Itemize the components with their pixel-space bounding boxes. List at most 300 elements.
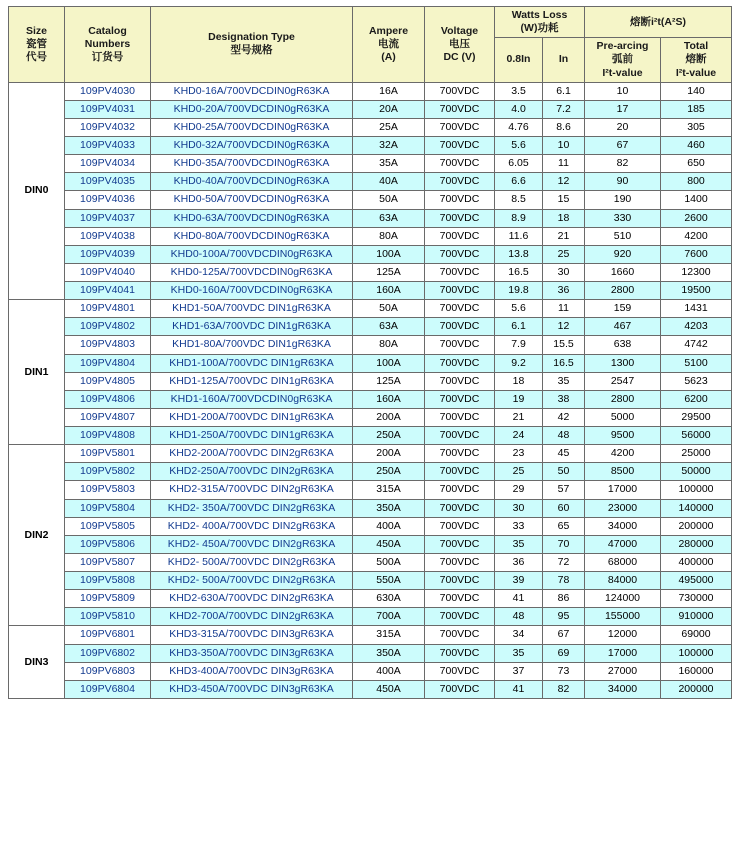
catalog-number-cell: 109PV5804 xyxy=(65,499,151,517)
designation-type-cell: KHD0-25A/700VDCDIN0gR63KA xyxy=(151,118,353,136)
i2t-prearcing-cell: 920 xyxy=(585,245,661,263)
watts-08in-cell: 41 xyxy=(495,680,543,698)
table-row xyxy=(9,318,732,336)
catalog-number-cell: 109PV4038 xyxy=(65,227,151,245)
table-row xyxy=(9,354,732,372)
voltage-cell: 700VDC xyxy=(425,155,495,173)
i2t-total-cell: 5623 xyxy=(661,372,732,390)
i2t-total-cell: 2600 xyxy=(661,209,732,227)
ampere-cell: 700A xyxy=(353,608,425,626)
watts-in-cell: 11 xyxy=(543,300,585,318)
table-row xyxy=(9,173,732,191)
table-row xyxy=(9,481,732,499)
i2t-prearcing-cell: 638 xyxy=(585,336,661,354)
table-row xyxy=(9,499,732,517)
watts-in-cell: 73 xyxy=(543,662,585,680)
header-ampere-line1: Ampere xyxy=(368,24,409,37)
catalog-number-cell: 109PV5803 xyxy=(65,481,151,499)
header-row-1 xyxy=(9,7,732,38)
table-row xyxy=(9,227,732,245)
catalog-number-cell: 109PV6803 xyxy=(65,662,151,680)
voltage-cell: 700VDC xyxy=(425,481,495,499)
i2t-prearcing-cell: 2800 xyxy=(585,282,661,300)
i2t-total-cell: 69000 xyxy=(661,626,732,644)
watts-in-cell: 78 xyxy=(543,572,585,590)
i2t-total-cell: 6200 xyxy=(661,390,732,408)
i2t-prearcing-cell: 190 xyxy=(585,191,661,209)
table-row xyxy=(9,191,732,209)
catalog-number-cell: 109PV5805 xyxy=(65,517,151,535)
watts-08in-cell: 16.5 xyxy=(495,263,543,281)
catalog-number-cell: 109PV4801 xyxy=(65,300,151,318)
watts-in-cell: 42 xyxy=(543,408,585,426)
watts-in-cell: 16.5 xyxy=(543,354,585,372)
watts-in-cell: 65 xyxy=(543,517,585,535)
table-row xyxy=(9,427,732,445)
header-voltage-line2: 电压 xyxy=(449,37,470,50)
i2t-total-cell: 4203 xyxy=(661,318,732,336)
table-row xyxy=(9,445,732,463)
watts-08in-cell: 19.8 xyxy=(495,282,543,300)
designation-type-cell: KHD0-20A/700VDCDIN0gR63KA xyxy=(151,100,353,118)
i2t-prearcing-cell: 67 xyxy=(585,137,661,155)
voltage-cell: 700VDC xyxy=(425,263,495,281)
table-row xyxy=(9,644,732,662)
catalog-number-cell: 109PV5807 xyxy=(65,553,151,571)
table-row xyxy=(9,626,732,644)
ampere-cell: 315A xyxy=(353,481,425,499)
watts-in-cell: 7.2 xyxy=(543,100,585,118)
i2t-prearcing-cell: 17000 xyxy=(585,481,661,499)
table-row xyxy=(9,82,732,100)
watts-in-cell: 21 xyxy=(543,227,585,245)
table-row xyxy=(9,372,732,390)
watts-in-cell: 35 xyxy=(543,372,585,390)
catalog-number-cell: 109PV4032 xyxy=(65,118,151,136)
watts-in-cell: 38 xyxy=(543,390,585,408)
voltage-cell: 700VDC xyxy=(425,463,495,481)
designation-type-cell: KHD3-400A/700VDC DIN3gR63KA xyxy=(151,662,353,680)
catalog-number-cell: 109PV4041 xyxy=(65,282,151,300)
watts-08in-cell: 18 xyxy=(495,372,543,390)
voltage-cell: 700VDC xyxy=(425,572,495,590)
table-row xyxy=(9,209,732,227)
i2t-total-cell: 305 xyxy=(661,118,732,136)
designation-type-cell: KHD2- 500A/700VDC DIN2gR63KA xyxy=(151,553,353,571)
ampere-cell: 350A xyxy=(353,499,425,517)
i2t-total-cell: 7600 xyxy=(661,245,732,263)
voltage-cell: 700VDC xyxy=(425,191,495,209)
header-catalog-line2: Numbers xyxy=(84,37,131,50)
catalog-number-cell: 109PV5808 xyxy=(65,572,151,590)
i2t-prearcing-cell: 8500 xyxy=(585,463,661,481)
header-designation-line2: 型号规格 xyxy=(230,44,273,57)
designation-type-cell: KHD1-125A/700VDC DIN1gR63KA xyxy=(151,372,353,390)
catalog-number-cell: 109PV4039 xyxy=(65,245,151,263)
i2t-prearcing-cell: 23000 xyxy=(585,499,661,517)
catalog-number-cell: 109PV4033 xyxy=(65,137,151,155)
i2t-total-cell: 29500 xyxy=(661,408,732,426)
watts-08in-cell: 23 xyxy=(495,445,543,463)
watts-in-cell: 11 xyxy=(543,155,585,173)
i2t-total-cell: 1431 xyxy=(661,300,732,318)
i2t-prearcing-cell: 12000 xyxy=(585,626,661,644)
i2t-total-cell: 730000 xyxy=(661,590,732,608)
watts-in-cell: 8.6 xyxy=(543,118,585,136)
table-row xyxy=(9,100,732,118)
watts-08in-cell: 13.8 xyxy=(495,245,543,263)
i2t-total-cell: 910000 xyxy=(661,608,732,626)
ampere-cell: 400A xyxy=(353,517,425,535)
catalog-number-cell: 109PV4805 xyxy=(65,372,151,390)
voltage-cell: 700VDC xyxy=(425,354,495,372)
i2t-prearcing-cell: 68000 xyxy=(585,553,661,571)
voltage-cell: 700VDC xyxy=(425,499,495,517)
i2t-total-cell: 200000 xyxy=(661,517,732,535)
ampere-cell: 125A xyxy=(353,372,425,390)
designation-type-cell: KHD0-63A/700VDCDIN0gR63KA xyxy=(151,209,353,227)
designation-type-cell: KHD2-315A/700VDC DIN2gR63KA xyxy=(151,481,353,499)
header-voltage-line3: DC (V) xyxy=(443,50,476,63)
catalog-number-cell: 109PV5801 xyxy=(65,445,151,463)
i2t-prearcing-cell: 1660 xyxy=(585,263,661,281)
watts-08in-cell: 9.2 xyxy=(495,354,543,372)
i2t-prearcing-cell: 2547 xyxy=(585,372,661,390)
ampere-cell: 160A xyxy=(353,282,425,300)
i2t-total-cell: 100000 xyxy=(661,481,732,499)
designation-type-cell: KHD1-80A/700VDC DIN1gR63KA xyxy=(151,336,353,354)
i2t-total-cell: 400000 xyxy=(661,553,732,571)
catalog-number-cell: 109PV4806 xyxy=(65,390,151,408)
catalog-number-cell: 109PV6804 xyxy=(65,680,151,698)
table-row xyxy=(9,300,732,318)
table-row xyxy=(9,517,732,535)
designation-type-cell: KHD1-160A/700VDCDIN0gR63KA xyxy=(151,390,353,408)
voltage-cell: 700VDC xyxy=(425,209,495,227)
watts-08in-cell: 34 xyxy=(495,626,543,644)
ampere-cell: 350A xyxy=(353,644,425,662)
i2t-prearcing-cell: 2800 xyxy=(585,390,661,408)
table-row xyxy=(9,263,732,281)
watts-in-cell: 12 xyxy=(543,173,585,191)
header-ampere-line3: (A) xyxy=(381,50,396,63)
voltage-cell: 700VDC xyxy=(425,535,495,553)
voltage-cell: 700VDC xyxy=(425,336,495,354)
ampere-cell: 315A xyxy=(353,626,425,644)
ampere-cell: 100A xyxy=(353,245,425,263)
voltage-cell: 700VDC xyxy=(425,390,495,408)
voltage-cell: 700VDC xyxy=(425,680,495,698)
table-row xyxy=(9,118,732,136)
size-group-cell: DIN0 xyxy=(9,82,65,300)
voltage-cell: 700VDC xyxy=(425,553,495,571)
voltage-cell: 700VDC xyxy=(425,137,495,155)
watts-in-cell: 15.5 xyxy=(543,336,585,354)
table-row xyxy=(9,590,732,608)
watts-08in-cell: 7.9 xyxy=(495,336,543,354)
watts-in-cell: 67 xyxy=(543,626,585,644)
table-row xyxy=(9,408,732,426)
watts-in-cell: 50 xyxy=(543,463,585,481)
header-size xyxy=(9,7,65,83)
watts-in-cell: 70 xyxy=(543,535,585,553)
watts-08in-cell: 11.6 xyxy=(495,227,543,245)
ampere-cell: 63A xyxy=(353,318,425,336)
watts-08in-cell: 35 xyxy=(495,644,543,662)
watts-in-cell: 15 xyxy=(543,191,585,209)
catalog-number-cell: 109PV4807 xyxy=(65,408,151,426)
voltage-cell: 700VDC xyxy=(425,408,495,426)
designation-type-cell: KHD0-16A/700VDCDIN0gR63KA xyxy=(151,82,353,100)
ampere-cell: 450A xyxy=(353,535,425,553)
voltage-cell: 700VDC xyxy=(425,227,495,245)
designation-type-cell: KHD0-50A/700VDCDIN0gR63KA xyxy=(151,191,353,209)
size-group-cell: DIN1 xyxy=(9,300,65,445)
i2t-prearcing-cell: 155000 xyxy=(585,608,661,626)
watts-in-cell: 6.1 xyxy=(543,82,585,100)
catalog-number-cell: 109PV4803 xyxy=(65,336,151,354)
watts-in-cell: 18 xyxy=(543,209,585,227)
i2t-prearcing-cell: 17 xyxy=(585,100,661,118)
watts-08in-cell: 25 xyxy=(495,463,543,481)
designation-type-cell: KHD3-315A/700VDC DIN3gR63KA xyxy=(151,626,353,644)
voltage-cell: 700VDC xyxy=(425,318,495,336)
ampere-cell: 35A xyxy=(353,155,425,173)
i2t-total-cell: 1400 xyxy=(661,191,732,209)
watts-in-cell: 10 xyxy=(543,137,585,155)
voltage-cell: 700VDC xyxy=(425,590,495,608)
catalog-number-cell: 109PV6801 xyxy=(65,626,151,644)
watts-08in-cell: 30 xyxy=(495,499,543,517)
voltage-cell: 700VDC xyxy=(425,517,495,535)
watts-08in-cell: 8.9 xyxy=(495,209,543,227)
voltage-cell: 700VDC xyxy=(425,300,495,318)
header-prearcing-line1: Pre-arcing xyxy=(596,40,649,53)
watts-08in-cell: 39 xyxy=(495,572,543,590)
watts-08in-cell: 8.5 xyxy=(495,191,543,209)
header-ampere-line2: 电流 xyxy=(378,37,399,50)
i2t-prearcing-cell: 159 xyxy=(585,300,661,318)
voltage-cell: 700VDC xyxy=(425,118,495,136)
i2t-total-cell: 140000 xyxy=(661,499,732,517)
designation-type-cell: KHD0-35A/700VDCDIN0gR63KA xyxy=(151,155,353,173)
i2t-prearcing-cell: 82 xyxy=(585,155,661,173)
designation-type-cell: KHD3-450A/700VDC DIN3gR63KA xyxy=(151,680,353,698)
designation-type-cell: KHD2-630A/700VDC DIN2gR63KA xyxy=(151,590,353,608)
header-prearcing-line2: 弧前 xyxy=(612,53,633,66)
table-row xyxy=(9,390,732,408)
header-voltage-line1: Voltage xyxy=(440,24,479,37)
designation-type-cell: KHD2- 350A/700VDC DIN2gR63KA xyxy=(151,499,353,517)
size-group-cell: DIN3 xyxy=(9,626,65,699)
i2t-total-cell: 650 xyxy=(661,155,732,173)
watts-08in-cell: 5.6 xyxy=(495,137,543,155)
designation-type-cell: KHD2- 500A/700VDC DIN2gR63KA xyxy=(151,572,353,590)
header-total-line1: Total xyxy=(683,40,709,53)
watts-in-cell: 72 xyxy=(543,553,585,571)
watts-08in-cell: 29 xyxy=(495,481,543,499)
designation-type-cell: KHD0-160A/700VDCDIN0gR63KA xyxy=(151,282,353,300)
designation-type-cell: KHD1-63A/700VDC DIN1gR63KA xyxy=(151,318,353,336)
ampere-cell: 20A xyxy=(353,100,425,118)
watts-08in-cell: 3.5 xyxy=(495,82,543,100)
header-size-line2: 瓷管 xyxy=(26,37,47,50)
catalog-number-cell: 109PV4034 xyxy=(65,155,151,173)
i2t-prearcing-cell: 17000 xyxy=(585,644,661,662)
i2t-prearcing-cell: 34000 xyxy=(585,680,661,698)
watts-in-cell: 82 xyxy=(543,680,585,698)
designation-type-cell: KHD0-32A/700VDCDIN0gR63KA xyxy=(151,137,353,155)
i2t-prearcing-cell: 10 xyxy=(585,82,661,100)
watts-08in-cell: 5.6 xyxy=(495,300,543,318)
watts-08in-cell: 36 xyxy=(495,553,543,571)
designation-type-cell: KHD1-50A/700VDC DIN1gR63KA xyxy=(151,300,353,318)
watts-in-cell: 30 xyxy=(543,263,585,281)
voltage-cell: 700VDC xyxy=(425,282,495,300)
i2t-prearcing-cell: 90 xyxy=(585,173,661,191)
watts-08in-cell: 37 xyxy=(495,662,543,680)
designation-type-cell: KHD0-125A/700VDCDIN0gR63KA xyxy=(151,263,353,281)
voltage-cell: 700VDC xyxy=(425,445,495,463)
designation-type-cell: KHD3-350A/700VDC DIN3gR63KA xyxy=(151,644,353,662)
header-i2t-total xyxy=(661,38,732,82)
ampere-cell: 200A xyxy=(353,408,425,426)
table-row xyxy=(9,553,732,571)
voltage-cell: 700VDC xyxy=(425,82,495,100)
ampere-cell: 32A xyxy=(353,137,425,155)
watts-in-cell: 69 xyxy=(543,644,585,662)
header-size-line1: Size xyxy=(25,24,47,37)
header-designation-line1: Designation Type xyxy=(208,31,295,44)
table-row xyxy=(9,463,732,481)
header-total-line2: 熔断 xyxy=(685,53,707,66)
table-row xyxy=(9,662,732,680)
voltage-cell: 700VDC xyxy=(425,608,495,626)
watts-08in-cell: 35 xyxy=(495,535,543,553)
size-group-cell: DIN2 xyxy=(9,445,65,626)
designation-type-cell: KHD2- 450A/700VDC DIN2gR63KA xyxy=(151,535,353,553)
catalog-number-cell: 109PV5810 xyxy=(65,608,151,626)
table-row xyxy=(9,137,732,155)
designation-type-cell: KHD0-80A/700VDCDIN0gR63KA xyxy=(151,227,353,245)
table-row xyxy=(9,572,732,590)
header-watts-line2: (W)功耗 xyxy=(520,22,559,35)
i2t-total-cell: 200000 xyxy=(661,680,732,698)
header-ampere xyxy=(353,7,425,83)
i2t-prearcing-cell: 20 xyxy=(585,118,661,136)
header-i2t-group xyxy=(585,7,732,38)
ampere-cell: 80A xyxy=(353,227,425,245)
catalog-number-cell: 109PV4037 xyxy=(65,209,151,227)
ampere-cell: 250A xyxy=(353,463,425,481)
watts-in-cell: 48 xyxy=(543,427,585,445)
catalog-number-cell: 109PV4036 xyxy=(65,191,151,209)
i2t-total-cell: 4200 xyxy=(661,227,732,245)
ampere-cell: 250A xyxy=(353,427,425,445)
i2t-prearcing-cell: 47000 xyxy=(585,535,661,553)
i2t-total-cell: 160000 xyxy=(661,662,732,680)
watts-in-cell: 86 xyxy=(543,590,585,608)
ampere-cell: 16A xyxy=(353,82,425,100)
watts-08in-cell: 33 xyxy=(495,517,543,535)
catalog-number-cell: 109PV5809 xyxy=(65,590,151,608)
watts-08in-cell: 6.05 xyxy=(495,155,543,173)
ampere-cell: 50A xyxy=(353,191,425,209)
designation-type-cell: KHD2-200A/700VDC DIN2gR63KA xyxy=(151,445,353,463)
i2t-prearcing-cell: 5000 xyxy=(585,408,661,426)
ampere-cell: 400A xyxy=(353,662,425,680)
watts-08in-cell: 21 xyxy=(495,408,543,426)
watts-08in-cell: 48 xyxy=(495,608,543,626)
header-catalog-line1: Catalog xyxy=(88,24,127,37)
table-header xyxy=(9,7,732,83)
voltage-cell: 700VDC xyxy=(425,173,495,191)
designation-type-cell: KHD2- 400A/700VDC DIN2gR63KA xyxy=(151,517,353,535)
i2t-total-cell: 50000 xyxy=(661,463,732,481)
catalog-number-cell: 109PV4040 xyxy=(65,263,151,281)
table-row xyxy=(9,155,732,173)
watts-in-cell: 45 xyxy=(543,445,585,463)
ampere-cell: 100A xyxy=(353,354,425,372)
voltage-cell: 700VDC xyxy=(425,427,495,445)
catalog-number-cell: 109PV4802 xyxy=(65,318,151,336)
catalog-number-cell: 109PV4808 xyxy=(65,427,151,445)
designation-type-cell: KHD1-100A/700VDC DIN1gR63KA xyxy=(151,354,353,372)
watts-08in-cell: 6.1 xyxy=(495,318,543,336)
designation-type-cell: KHD0-40A/700VDCDIN0gR63KA xyxy=(151,173,353,191)
i2t-prearcing-cell: 124000 xyxy=(585,590,661,608)
i2t-total-cell: 56000 xyxy=(661,427,732,445)
voltage-cell: 700VDC xyxy=(425,372,495,390)
ampere-cell: 80A xyxy=(353,336,425,354)
i2t-prearcing-cell: 330 xyxy=(585,209,661,227)
header-watts-in: In xyxy=(543,38,585,82)
header-i2t-title: 熔断i²t(A²S) xyxy=(630,15,686,28)
catalog-number-cell: 109PV6802 xyxy=(65,644,151,662)
catalog-number-cell: 109PV4030 xyxy=(65,82,151,100)
catalog-number-cell: 109PV4035 xyxy=(65,173,151,191)
i2t-total-cell: 280000 xyxy=(661,535,732,553)
watts-in-cell: 36 xyxy=(543,282,585,300)
watts-in-cell: 60 xyxy=(543,499,585,517)
ampere-cell: 40A xyxy=(353,173,425,191)
ampere-cell: 125A xyxy=(353,263,425,281)
header-watts-08in: 0.8In xyxy=(495,38,543,82)
ampere-cell: 160A xyxy=(353,390,425,408)
header-watts-line1: Watts Loss xyxy=(511,9,568,21)
ampere-cell: 550A xyxy=(353,572,425,590)
watts-08in-cell: 4.76 xyxy=(495,118,543,136)
header-prearcing-line3: I²t-value xyxy=(602,66,643,79)
i2t-prearcing-cell: 467 xyxy=(585,318,661,336)
i2t-total-cell: 100000 xyxy=(661,644,732,662)
header-total-line3: I²t-value xyxy=(675,66,717,79)
i2t-total-cell: 25000 xyxy=(661,445,732,463)
i2t-prearcing-cell: 27000 xyxy=(585,662,661,680)
ampere-cell: 200A xyxy=(353,445,425,463)
designation-type-cell: KHD0-100A/700VDCDIN0gR63KA xyxy=(151,245,353,263)
ampere-cell: 450A xyxy=(353,680,425,698)
designation-type-cell: KHD2-700A/700VDC DIN2gR63KA xyxy=(151,608,353,626)
table-row xyxy=(9,608,732,626)
table-row xyxy=(9,282,732,300)
header-size-line3: 代号 xyxy=(26,50,47,63)
table-row xyxy=(9,535,732,553)
voltage-cell: 700VDC xyxy=(425,662,495,680)
ampere-cell: 25A xyxy=(353,118,425,136)
i2t-total-cell: 800 xyxy=(661,173,732,191)
i2t-total-cell: 4742 xyxy=(661,336,732,354)
